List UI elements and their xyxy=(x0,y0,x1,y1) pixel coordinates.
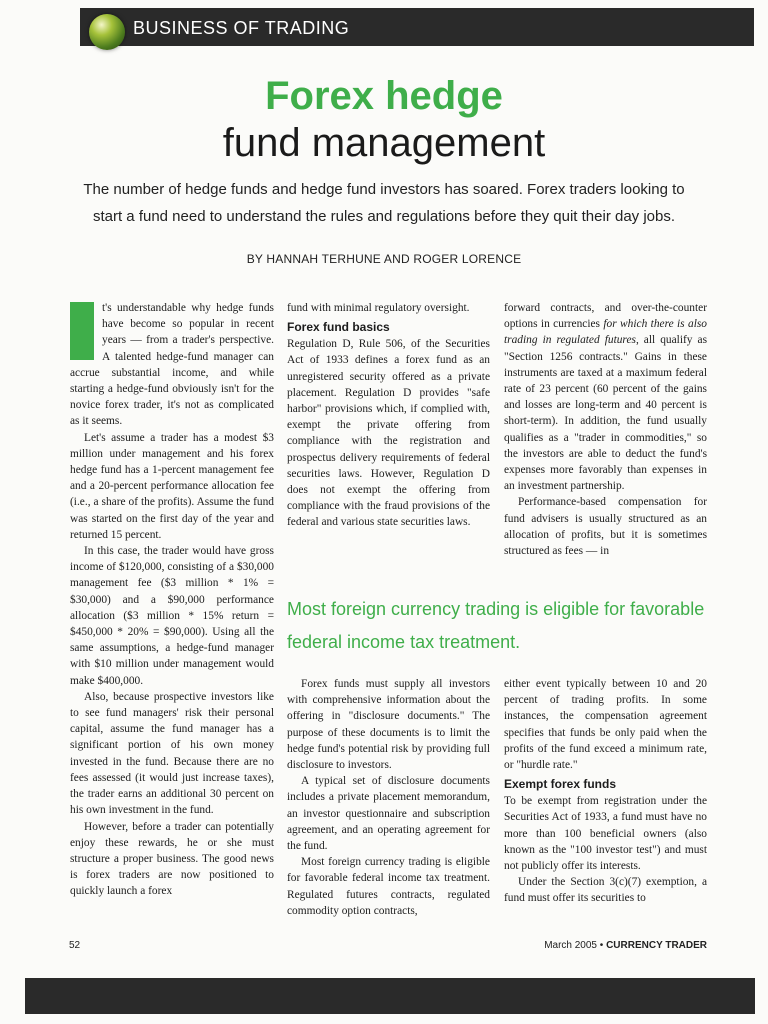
paragraph: A typical set of disclosure documents includes a private placement memorandum, an investor questionnaire and subscription agreement, and an operating agreement for the fund. xyxy=(287,775,490,853)
paragraph: fund with minimal regulatory oversight. xyxy=(287,302,470,314)
paragraph: either event typically between 10 and 20 percent of trading profits. In some instances, the compensation agreement specifies that funds be only paid when the profits of the fund exceed a minimum rate, or "hurdle rate." xyxy=(504,678,707,772)
column-2-lower xyxy=(287,676,490,919)
subheading-forex-fund-basics: Forex fund basics xyxy=(287,320,390,335)
drop-cap-bar xyxy=(70,302,94,360)
subheading-exempt-forex-funds: Exempt forex funds xyxy=(504,777,617,792)
section-label: BUSINESS OF TRADING xyxy=(133,18,350,38)
footer-brand: CURRENCY TRADER xyxy=(606,940,707,951)
pull-quote: Most foreign currency trading is eligible for favorable federal income tax treatment. xyxy=(287,599,705,652)
bottom-bar xyxy=(25,978,755,1014)
headline-line-2: fund management xyxy=(222,121,546,165)
paragraph: t's understandable why hedge funds have become so popular in recent years — from a trader's perspective. A talented hedge-fund manager can accrue substantial income, and while starting a hedge-fund obviously isn't for the novice forex trader, it's not as complicated as it seems. xyxy=(70,302,274,428)
column-3 xyxy=(504,300,707,559)
emphasis: for which there is also trading in regulated futures xyxy=(504,318,707,347)
footer-issue: March 2005 • CURRENCY TRADER xyxy=(544,940,707,951)
column-3-lower xyxy=(504,676,707,907)
paragraph: Most foreign currency trading is eligible for favorable federal income tax treatment. Regulated futures contracts, regulated commodity option contracts, xyxy=(287,856,490,917)
column-2 xyxy=(287,300,490,531)
paragraph: In this case, the trader would have gross income of $120,000, consisting of a $30,000 management fee ($3 million * 1% = $30,000) and a $90,000 performance allocation ($3 million * 15% return = $450,000 * 20% = $90,000). Using all the same assumptions, a hedge-fund manager with $10 million under management would make $400,000. xyxy=(70,545,274,687)
paragraph: Under the Section 3(c)(7) exemption, a fund must offer its securities to xyxy=(504,876,707,905)
paragraph: forward contracts, and over-the-counter options in currencies for which there is also trading in regulated futures, all qualify as "Section 1256 contracts." Gains in these instruments are taxed at a maximum federal rate of 23 percent (60 percent of the gains and losses are long-term and 40 percent is short-term). In addition, the fund usually qualifies as a "trader in commodities," so the investors are able to deduct the fund's expenses more favorably than expenses in an investment partnership. xyxy=(504,302,707,493)
globe-icon xyxy=(89,14,125,50)
byline: BY HANNAH TERHUNE AND ROGER LORENCE xyxy=(246,252,522,266)
headline-line-1: Forex hedge xyxy=(265,74,503,118)
paragraph: Regulation D, Rule 506, of the Securities Act of 1933 defines a forex fund as an unregistered security offered as a private placement. Regulation D provides "safe harbor" provisions which, if complied with, exempt the private offering from compliance with the registration and prospectus delivery requirements of federal securities laws. However, Regulation D does not exempt the offering from compliance with the fraud provisions of the federal and various state securities laws. xyxy=(287,338,490,529)
deck: The number of hedge funds and hedge fund investors has soared. Forex traders looking to start a fund need to understand the rules and regulations before they quit their day jobs. xyxy=(83,181,685,225)
paragraph: To be exempt from registration under the Securities Act of 1933, a fund must have no more than 100 beneficial owners (also known as the "100 investor test") and must not publicly offer its interests. xyxy=(504,795,707,873)
column-1 xyxy=(70,300,274,900)
paragraph: Performance-based compensation for fund advisers is usually structured as an allocation of profits, but it is sometimes structured as fees — in xyxy=(504,496,707,558)
paragraph: Let's assume a trader has a modest $3 million under management and his forex hedge fund has a 1-percent management fee and a 20-percent performance allocation fee (i.e., a share of the profits). Assume the fund was started on the first day of the year and returned 15 percent. xyxy=(70,431,274,541)
page-number: 52 xyxy=(69,940,81,951)
paragraph: Also, because prospective investors like to see fund managers' risk their personal capital, assume the fund manager has a significant portion of his own money invested in the fund. Because there are no fees assessed (it would just increase taxes), the trader earns an additional 30 percent on his own investment in the fund. xyxy=(70,690,274,817)
paragraph: Forex funds must supply all investors with comprehensive information about the offering in "disclosure documents." The purpose of these documents is to limit the hedge fund's potential risk by providing full disclosure to investors. xyxy=(287,678,490,772)
paragraph: However, before a trader can potentially enjoy these rewards, he or she must structure a proper business. The good news is forex traders are now positioned to quickly launch a forex xyxy=(70,820,274,898)
